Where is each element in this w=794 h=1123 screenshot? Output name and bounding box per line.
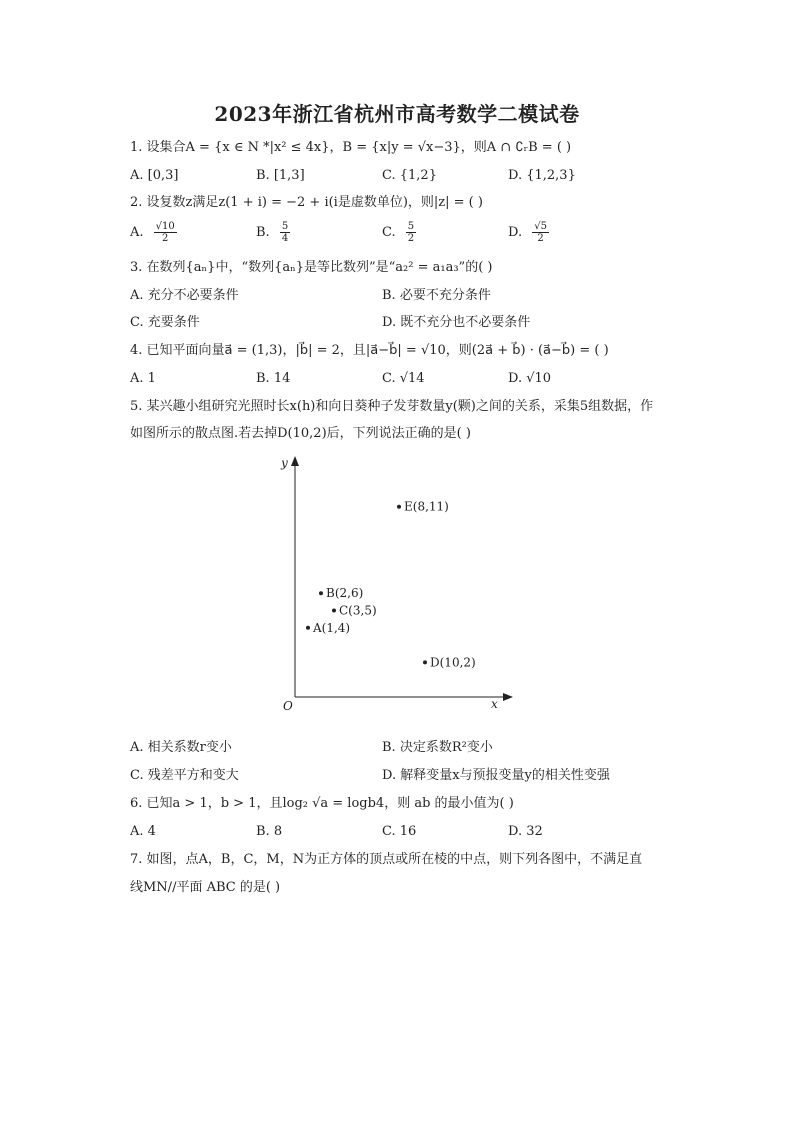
q2-option-a <box>130 221 177 244</box>
q2-option-c-numerator: 5 <box>407 221 415 232</box>
q2-option-c-fraction <box>406 221 416 244</box>
question-1-stem: 1. 设集合A = {x ∈ N *|x² ≤ 4x}，B = {x|y = √x−3}，则A ∩ ∁ᵣB = ( ) <box>130 140 572 155</box>
q2-option-a-numerator: √10 <box>155 221 175 232</box>
scatter-plot <box>270 445 530 715</box>
q2-option-a-denominator: 2 <box>162 233 169 244</box>
q1-option-b: B. [1,3] <box>256 168 305 183</box>
q2-option-c-denominator: 2 <box>407 233 415 244</box>
q2-option-c-label: C. <box>382 225 396 240</box>
point-label-c: C(3,5) <box>339 603 377 618</box>
question-2-stem: 2. 设复数z满足z(1 + i) = −2 + i(i是虚数单位)，则|z| = ( ) <box>130 195 483 210</box>
point-label-e: E(8,11) <box>404 499 449 514</box>
q2-option-b <box>256 221 290 244</box>
q4-option-c: C. √14 <box>382 371 425 386</box>
q5-option-d: D. 解释变量x与预报变量y的相关性变强 <box>382 768 610 783</box>
point-d <box>423 660 427 664</box>
q2-option-b-fraction <box>280 221 290 244</box>
q1-option-c: C. {1,2} <box>382 168 437 183</box>
q4-option-b: B. 14 <box>256 371 291 386</box>
question-5-stem-line-2: 如图所示的散点图.若去掉D(10,2)后，下列说法正确的是( ) <box>130 426 471 441</box>
q5-option-a: A. 相关系数r变小 <box>130 740 232 755</box>
q6-option-d: D. 32 <box>508 824 543 839</box>
question-3-stem: 3. 在数列{aₙ}中，“数列{aₙ}是等比数列”是“a₂² = a₁a₃”的( ) <box>130 260 493 275</box>
x-axis-label: x <box>491 697 498 711</box>
q6-option-b: B. 8 <box>256 824 283 839</box>
q2-option-d-numerator: √5 <box>534 221 547 232</box>
point-b <box>319 591 323 595</box>
q3-option-d: D. 既不充分也不必要条件 <box>382 315 531 330</box>
q4-option-a: A. 1 <box>130 371 156 386</box>
q2-option-d-fraction <box>532 221 549 244</box>
q5-option-c: C. 残差平方和变大 <box>130 768 239 783</box>
point-c <box>332 609 336 613</box>
point-label-d: D(10,2) <box>430 655 476 670</box>
q3-option-a: A. 充分不必要条件 <box>130 288 239 303</box>
q2-option-d <box>508 221 549 244</box>
page-title: 2023年浙江省杭州市高考数学二模试卷 <box>214 102 580 126</box>
point-label-a: A(1,4) <box>313 620 351 635</box>
q2-option-b-label: B. <box>256 225 270 240</box>
q1-option-d: D. {1,2,3} <box>508 168 576 183</box>
q5-option-b: B. 决定系数R²变小 <box>382 740 493 755</box>
question-5-stem-line-1: 5. 某兴趣小组研究光照时长x(h)和向日葵种子发芽数量y(颗)之间的关系，采集5组数据，作 <box>130 399 654 414</box>
scatter-points <box>306 500 476 670</box>
q1-option-a: A. [0,3] <box>130 168 179 183</box>
question-6-stem: 6. 已知a > 1，b > 1，且log₂ √a = logb4，则 ab 的最小值为( ) <box>130 796 514 811</box>
point-label-b: B(2,6) <box>326 586 364 601</box>
question-7-stem-line-1: 7. 如图，点A，B，C，M，N为正方体的顶点或所在棱的中点，则下列各图中，不满足直 <box>130 852 643 867</box>
point-a <box>306 626 310 630</box>
question-7-stem-line-2: 线MN//平面 ABC 的是( ) <box>130 880 281 895</box>
origin-label: O <box>283 699 293 713</box>
q6-option-c: C. 16 <box>382 824 417 839</box>
q3-option-b: B. 必要不充分条件 <box>382 288 491 303</box>
q3-option-c: C. 充要条件 <box>130 315 200 330</box>
q2-option-a-fraction <box>154 221 177 244</box>
q2-option-b-numerator: 5 <box>281 221 289 232</box>
q2-option-d-denominator: 2 <box>537 233 544 244</box>
y-axis-label: y <box>281 456 288 470</box>
q2-option-d-label: D. <box>508 225 523 240</box>
point-e <box>397 505 401 509</box>
q2-option-c <box>382 221 416 244</box>
question-4-stem: 4. 已知平面向量a⃗ = (1,3)，|b⃗| = 2，且|a⃗−b⃗| = √10，则(2a⃗ + b⃗) · (a⃗−b⃗) = ( ) <box>130 343 609 358</box>
q4-option-d: D. √10 <box>508 371 552 386</box>
q2-option-a-label: A. <box>130 225 144 240</box>
q6-option-a: A. 4 <box>130 824 156 839</box>
q2-option-b-denominator: 4 <box>281 233 289 244</box>
